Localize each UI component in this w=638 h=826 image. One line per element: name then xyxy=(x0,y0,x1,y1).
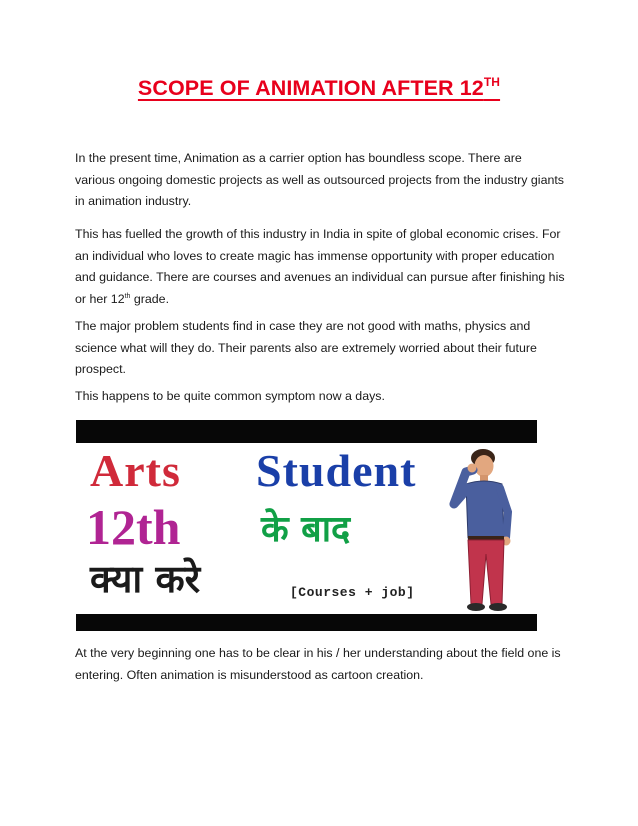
arts-student-banner-image xyxy=(76,420,537,631)
banner-arts-word: Arts xyxy=(90,445,181,496)
paragraph-intro: In the present time, Animation as a carrier option has boundless scope. There are various ongoing domestic projects as well as outsourced projects from the industry giants in animation industry. xyxy=(75,151,564,208)
banner-kya-kare-word: क्या करे xyxy=(90,557,201,601)
title-superscript: TH xyxy=(483,75,501,89)
banner-12th-word: 12th xyxy=(86,499,181,555)
paragraph-problem: The major problem students find in case they are not good with maths, physics and science what will they do. Their parents also are extremely worried about their future prospect. xyxy=(75,319,537,376)
title-text xyxy=(138,76,500,101)
paragraph-growth-superscript: th xyxy=(124,292,131,300)
banner-student-word: Student xyxy=(256,445,417,496)
banner-courses-job-label: [Courses + job] xyxy=(290,585,415,600)
paragraph-symptom: This happens to be quite common symptom now a days. xyxy=(75,389,385,403)
banner-bottom-bar xyxy=(76,614,537,631)
banner-ke-baad-word: के बाद xyxy=(261,509,351,550)
paragraph-growth xyxy=(75,224,565,310)
thinking-student-illustration xyxy=(438,446,534,614)
paragraph-beginning: At the very beginning one has to be clear in his / her understanding about the field one is entering. Often animation is misunderstood as cartoon creation. xyxy=(75,646,561,682)
page-title xyxy=(0,76,638,101)
paragraph-growth-tail: grade. xyxy=(130,291,170,306)
title-main: SCOPE OF ANIMATION AFTER 12 xyxy=(137,76,484,100)
paragraph-growth-text: This has fuelled the growth of this industry in India in spite of global economic crises. For an individual who loves to create magic has immense opportunity with proper education and guidance. There are courses and avenues an individual can pursue after finishing his or her 12 xyxy=(75,227,565,306)
banner-top-bar xyxy=(76,420,537,443)
